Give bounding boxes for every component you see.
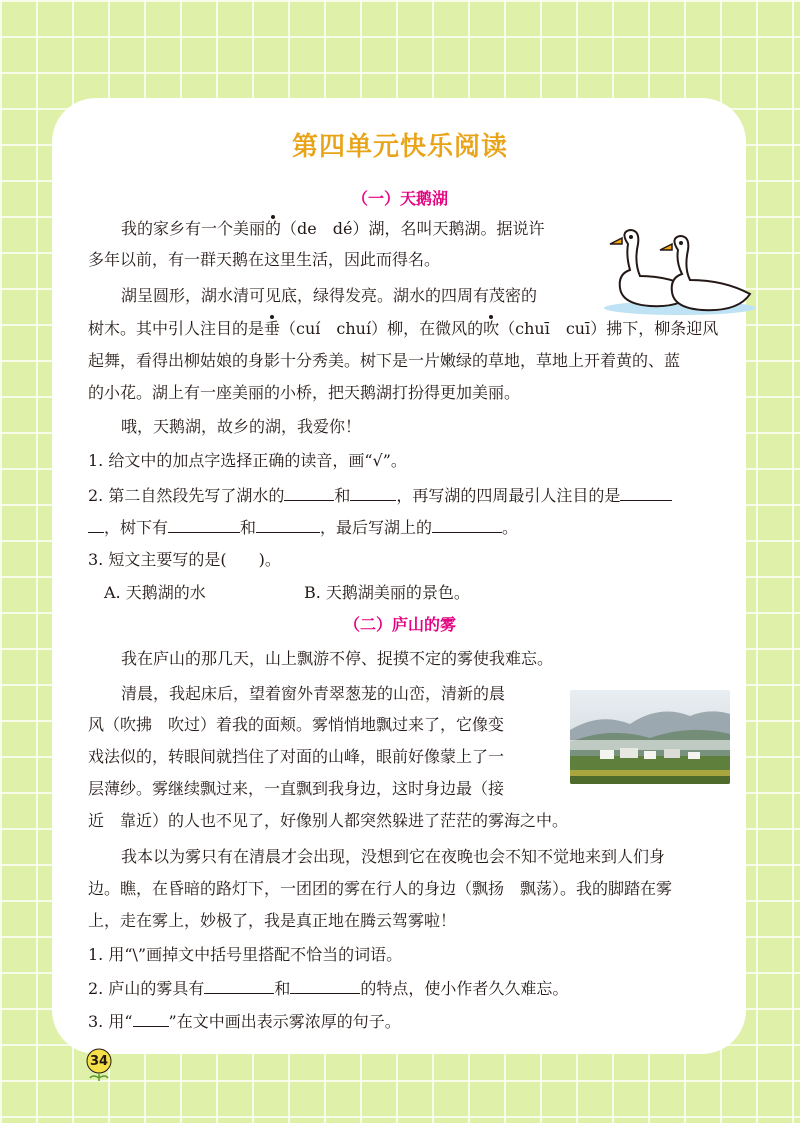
section-heading-swan-lake: （一）天鹅湖 (351, 189, 448, 208)
fog-paragraph-2-line-1: 清晨，我起床后，望着窗外青翠葱茏的山峦，清新的晨 (121, 684, 506, 703)
fog-paragraph-3-line-2: 边。瞧，在昏暗的路灯下，一团团的雾在行人的身边（飘扬 飘荡）。我的脚踏在雾 (88, 879, 673, 898)
page-number: 34 (89, 1054, 109, 1069)
underline-sample (133, 1010, 169, 1027)
answer-blank[interactable] (432, 516, 502, 533)
fog-question-2: 2. 庐山的雾具有 和 的特点，使小作者久久难忘。 (88, 979, 569, 998)
answer-blank[interactable] (204, 977, 274, 994)
paragraph-3: 哦，天鹅湖，故乡的湖，我爱你！ (121, 417, 362, 436)
paragraph-2-line-3: 起舞，看得出柳姑娘的身影十分秀美。树下是一片嫩绿的草地，草地上开着黄的、蓝 (88, 351, 681, 370)
paragraph-2-line-2: 树木。其中引人注目的是垂（cuí chuí）柳，在微风的吹（chuī cuī）拂下，柳条迎风 (88, 319, 719, 338)
dotted-char-chui: 垂 (264, 319, 281, 338)
question-2-line-2: ，树下有 和 ，最后写湖上的 。 (88, 516, 518, 539)
paragraph-2-line-4: 的小花。湖上有一座美丽的小桥，把天鹅湖打扮得更加美丽。 (88, 383, 521, 402)
swans-illustration (600, 224, 760, 316)
answer-blank[interactable] (256, 516, 320, 533)
option-a[interactable]: A. 天鹅湖的水 (104, 583, 206, 602)
answer-blank[interactable] (284, 484, 334, 501)
answer-blank[interactable] (350, 484, 396, 501)
page-title: 第四单元快乐阅读 (291, 132, 508, 162)
answer-blank[interactable] (88, 516, 104, 533)
dotted-char-de: 的 (265, 219, 282, 238)
lushan-fog-photo (570, 690, 730, 784)
fog-paragraph-3-line-3: 上，走在雾上，妙极了，我是真正地在腾云驾雾啦！ (88, 911, 457, 930)
section-heading-lushan-fog: （二）庐山的雾 (343, 615, 456, 634)
fog-question-1: 1. 用“\”画掉文中括号里搭配不恰当的词语。 (88, 945, 403, 964)
fog-paragraph-2-line-5: 近 靠近）的人也不见了，好像别人都突然躲进了茫茫的雾海之中。 (88, 811, 569, 830)
fog-question-3: 3. 用“ ”在文中画出表示雾浓厚的句子。 (88, 1012, 401, 1031)
answer-blank[interactable] (290, 977, 360, 994)
question-3: 3. 短文主要写的是( )。 (88, 550, 281, 569)
option-b[interactable]: B. 天鹅湖美丽的景色。 (304, 583, 470, 602)
dotted-char-chui2: 吹 (483, 319, 500, 338)
fog-paragraph-2-line-3: 戏法似的，转眼间就挡住了对面的山峰，眼前好像蒙上了一 (88, 747, 505, 766)
question-2-line-1: 2. 第二自然段先写了湖水的 和 ，再写湖的四周最引人注目的是 (88, 484, 672, 507)
paragraph-2-line-1: 湖呈圆形，湖水清可见底，绿得发亮。湖水的四周有茂密的 (121, 286, 538, 305)
fog-paragraph-1: 我在庐山的那几天，山上飘游不停、捉摸不定的雾使我难忘。 (121, 649, 554, 668)
answer-blank[interactable] (620, 484, 672, 501)
page-number-badge (84, 1048, 114, 1078)
answer-blank[interactable] (168, 516, 240, 533)
paragraph-1-line-1: 我的家乡有一个美丽的（de dé）湖，名叫天鹅湖。据说许 (121, 219, 545, 238)
fog-paragraph-3-line-1: 我本以为雾只有在清晨才会出现，没想到它在夜晚也会不知不觉地来到人们身 (121, 847, 666, 866)
question-1: 1. 给文中的加点字选择正确的读音，画“√”。 (88, 451, 407, 470)
fog-paragraph-2-line-4: 层薄纱。雾继续飘过来，一直飘到我身边，这时身边最（接 (88, 779, 505, 798)
fog-paragraph-2-line-2: 风（吹拂 吹过）着我的面颊。雾悄悄地飘过来了，它像变 (88, 715, 505, 734)
paragraph-1-line-2: 多年以前，有一群天鹅在这里生活，因此而得名。 (88, 250, 441, 269)
